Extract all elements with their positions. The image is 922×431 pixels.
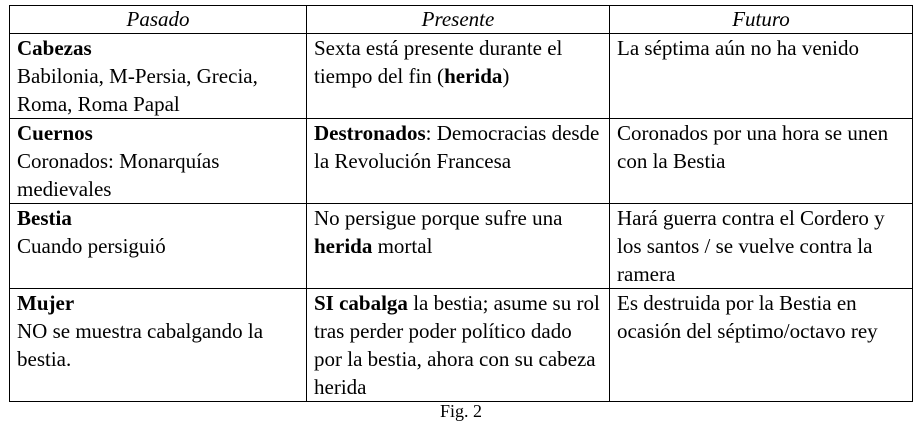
- cell-text: NO se muestra cabalgando la bestia.: [17, 319, 264, 371]
- cell-text: Babilonia, M-Persia, Grecia, Roma, Roma Papal: [17, 64, 258, 116]
- table-row: [10, 289, 913, 402]
- cell-text: mortal: [372, 234, 433, 258]
- cell-text: la bestia; asume su rol tras perder poder político dado por la bestia, ahora con su cabeza herida: [314, 291, 600, 399]
- cell-title: Cuernos: [17, 121, 93, 145]
- cell-presente: [307, 34, 610, 119]
- cell-text: Cuando persiguió: [17, 234, 166, 258]
- cell-pasado: [10, 119, 307, 204]
- cell-text: Coronados por una hora se unen con la Bestia: [617, 121, 889, 173]
- cell-text: No persigue porque sufre una: [314, 206, 563, 230]
- cell-futuro: [610, 34, 913, 119]
- cell-pasado: [10, 289, 307, 402]
- cell-presente: [307, 119, 610, 204]
- header-futuro: Futuro: [610, 6, 913, 34]
- cell-text: ): [502, 64, 510, 88]
- header-presente: Presente: [307, 6, 610, 34]
- cell-title: Cabezas: [17, 36, 92, 60]
- table-row: [10, 34, 913, 119]
- table-row: [10, 204, 913, 289]
- cell-emphasis: herida: [444, 64, 503, 88]
- cell-presente: [307, 289, 610, 402]
- cell-emphasis: herida: [314, 234, 373, 258]
- cell-text: Coronados: Monarquías medievales: [17, 149, 220, 201]
- header-pasado: Pasado: [10, 6, 307, 34]
- cell-text: : Democracias desde la Revolución Francesa: [314, 121, 600, 173]
- cell-pasado: [10, 204, 307, 289]
- table-row: [10, 119, 913, 204]
- cell-pasado: [10, 34, 307, 119]
- cell-text: Es destruida por la Bestia en ocasión del séptimo/octavo rey: [617, 291, 878, 343]
- cell-futuro: [610, 119, 913, 204]
- header-row: [10, 6, 913, 34]
- cell-emphasis: SI cabalga: [314, 291, 408, 315]
- cell-title: Bestia: [17, 206, 72, 230]
- cell-text: Hará guerra contra el Cordero y los santos / se vuelve contra la ramera: [617, 206, 885, 286]
- cell-text: Sexta está presente durante el tiempo del fin (: [314, 36, 563, 88]
- cell-futuro: [610, 204, 913, 289]
- cell-text: La séptima aún no ha venido: [617, 36, 860, 60]
- comparison-table: [9, 5, 913, 402]
- cell-title: Mujer: [17, 291, 75, 315]
- cell-presente: [307, 204, 610, 289]
- cell-futuro: [610, 289, 913, 402]
- figure-caption: Fig. 2: [439, 401, 482, 421]
- cell-emphasis: Destronados: [314, 121, 426, 145]
